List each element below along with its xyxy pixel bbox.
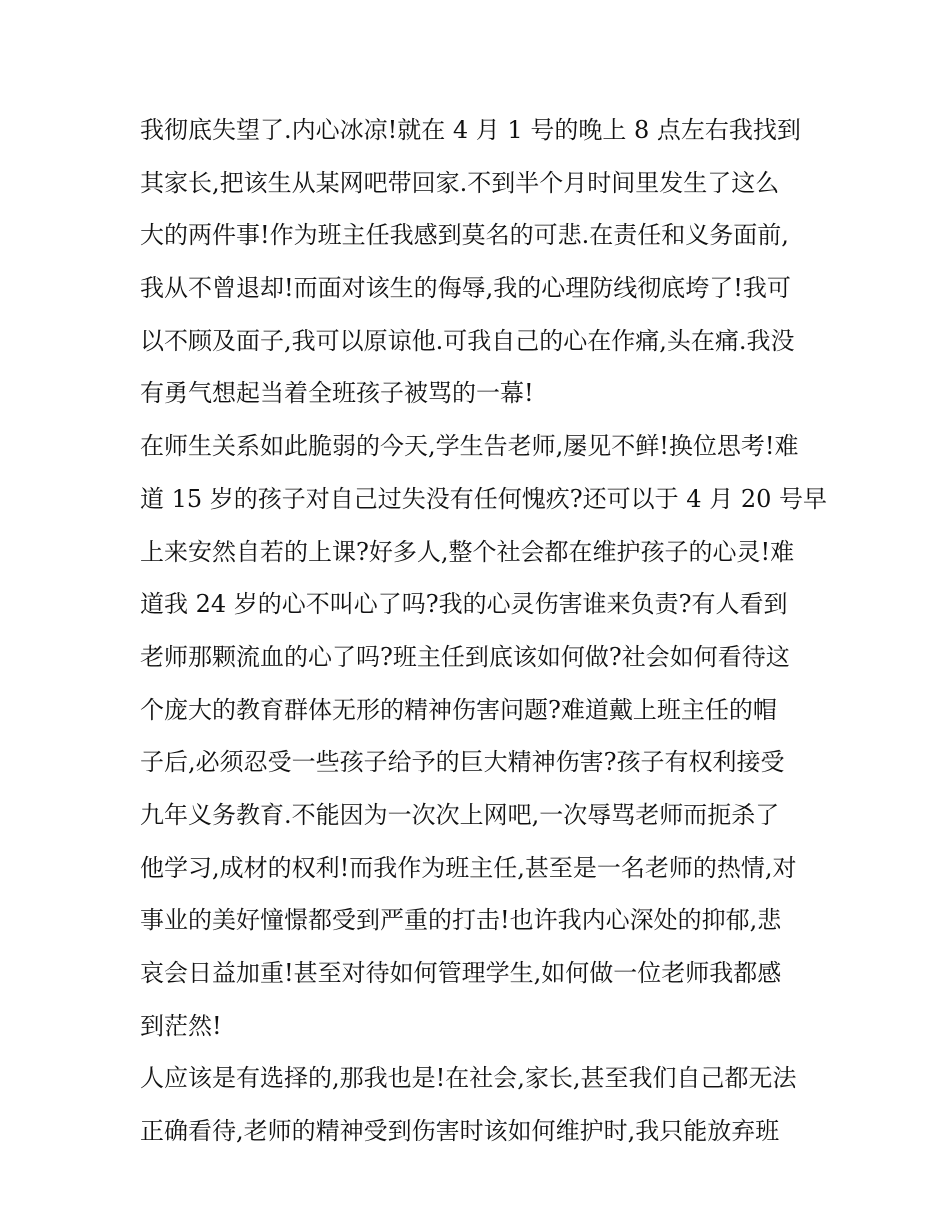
text-line: 个庞大的教育群体无形的精神伤害问题?难道戴上班主任的帽: [140, 695, 777, 724]
text-line: 事业的美好憧憬都受到严重的打击!也许我内心深处的抑郁,悲: [140, 906, 782, 935]
text-line: 上来安然自若的上课?好多人,整个社会都在维护孩子的心灵!难: [140, 537, 795, 566]
text-line: 他学习,成材的权利!而我作为班主任,甚至是一名老师的热情,对: [140, 853, 797, 882]
text-line: 哀会日益加重!甚至对待如何管理学生,如何做一位老师我都感: [140, 959, 782, 987]
body-text: [140, 104, 827, 1158]
text-line: 其家长,把该生从某网吧带回家.不到半个月时间里发生了这么: [140, 168, 780, 197]
text-line: 到茫然!: [140, 1011, 222, 1040]
text-line: 我彻底失望了.内心冰凉!就在 4 月 1 号的晚上 8 点左右我找到: [140, 116, 801, 144]
text-line: 我从不曾退却!而面对该生的侮辱,我的心理防线彻底垮了!我可: [140, 274, 791, 303]
text-line: 以不顾及面子,我可以原谅他.可我自己的心在作痛,头在痛.我没: [140, 326, 795, 355]
text-line: 子后,必须忍受一些孩子给予的巨大精神伤害?孩子有权利接受: [140, 748, 785, 777]
text-line: 道 15 岁的孩子对自己过失没有任何愧疚?还可以于 4 月 20 号早: [140, 484, 827, 513]
text-line: 在师生关系如此脆弱的今天,学生告老师,屡见不鲜!换位思考!难: [140, 432, 799, 461]
text-line: 大的两件事!作为班主任我感到莫名的可悲.在责任和义务面前,: [140, 221, 789, 250]
text-line: 九年义务教育.不能因为一次次上网吧,一次辱骂老师而扼杀了: [140, 800, 780, 829]
text-line: 正确看待,老师的精神受到伤害时该如何维护时,我只能放弃班: [140, 1117, 780, 1146]
text-line: 有勇气想起当着全班孩子被骂的一幕!: [140, 379, 534, 408]
text-line: 老师那颗流血的心了吗?班主任到底该如何做?社会如何看待这: [140, 642, 790, 671]
text-line: 人应该是有选择的,那我也是!在社会,家长,甚至我们自己都无法: [140, 1064, 797, 1093]
text-line: 道我 24 岁的心不叫心了吗?我的心灵伤害谁来负责?有人看到: [140, 590, 788, 619]
